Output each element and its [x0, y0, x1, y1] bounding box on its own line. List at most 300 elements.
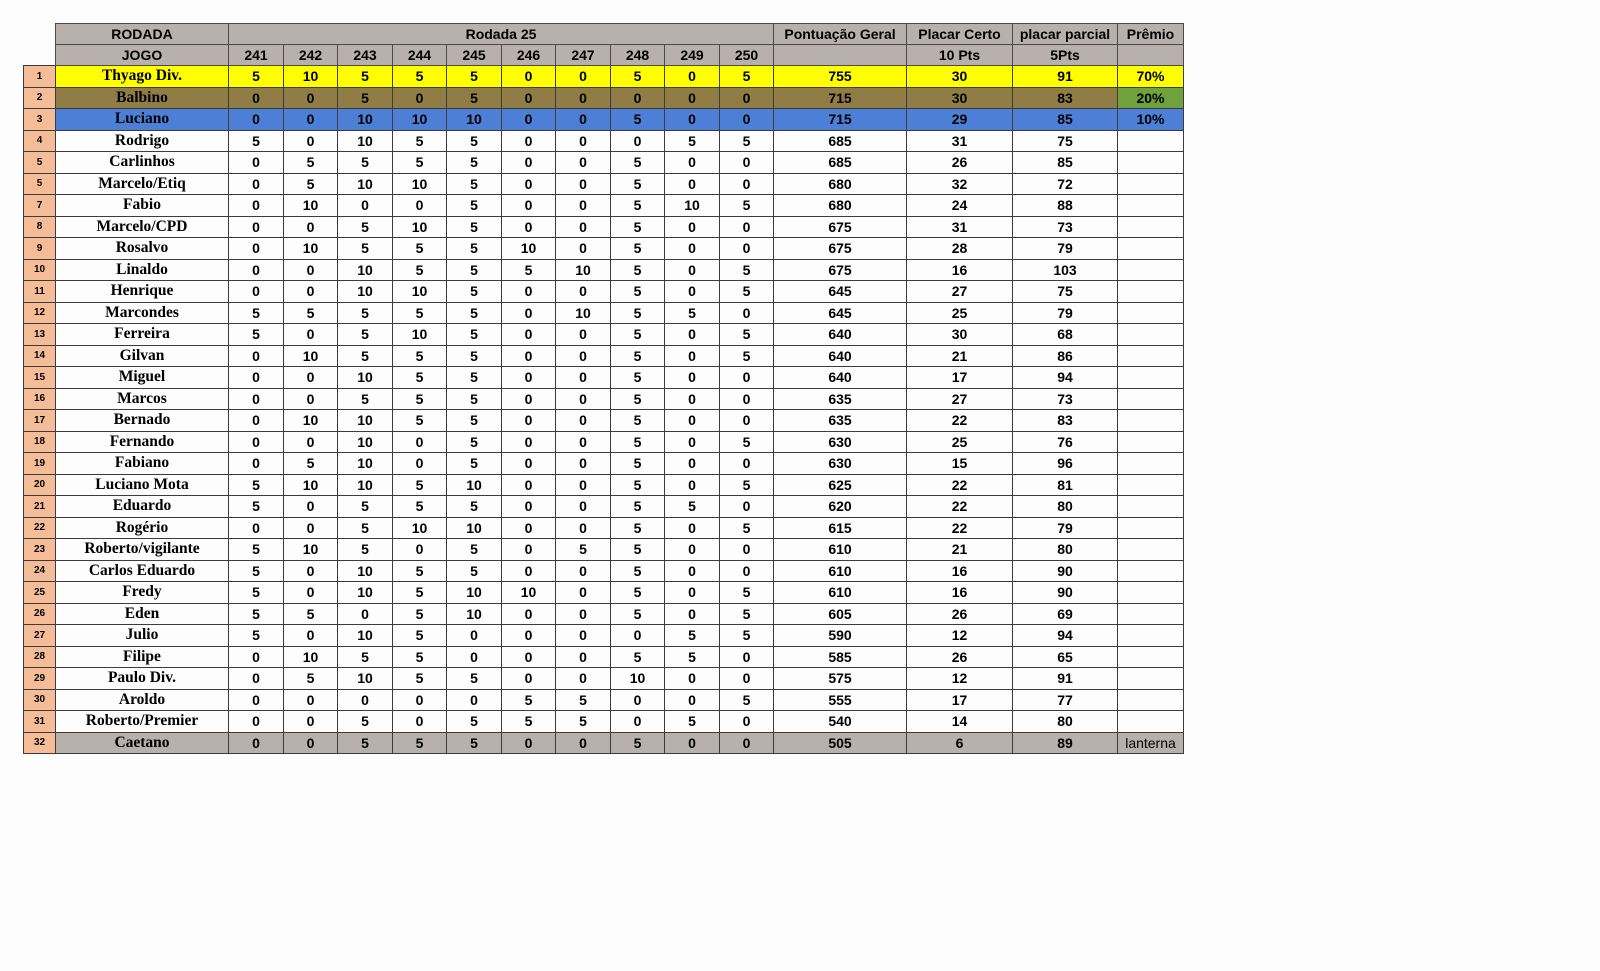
placar-certo-cell: 27: [907, 388, 1013, 410]
score-cell: 5: [393, 668, 447, 690]
placar-parcial-cell: 81: [1013, 474, 1118, 496]
premio-cell: [1118, 388, 1184, 410]
score-cell: 0: [556, 603, 611, 625]
score-cell: 10: [284, 539, 338, 561]
score-cell: 5: [611, 560, 665, 582]
premio-cell: [1118, 496, 1184, 518]
placar-certo-cell: 27: [907, 281, 1013, 303]
score-cell: 0: [229, 152, 284, 174]
score-cell: 5: [665, 130, 720, 152]
premio-cell: [1118, 689, 1184, 711]
premio-cell: [1118, 625, 1184, 647]
premio-cell: [1118, 195, 1184, 217]
score-cell: 5: [393, 367, 447, 389]
table-row: [24, 259, 1184, 281]
score-cell: 5: [447, 345, 502, 367]
score-cell: 10: [393, 281, 447, 303]
score-cell: 0: [502, 216, 556, 238]
score-cell: 5: [611, 453, 665, 475]
player-name: Fabio: [56, 195, 229, 217]
score-cell: 0: [665, 324, 720, 346]
score-cell: 0: [284, 324, 338, 346]
player-name: Eduardo: [56, 496, 229, 518]
score-cell: 0: [720, 410, 774, 432]
placar-certo-cell: 16: [907, 560, 1013, 582]
total-points: 640: [774, 324, 907, 346]
score-cell: 5: [611, 582, 665, 604]
score-cell: 5: [447, 216, 502, 238]
score-cell: 0: [502, 496, 556, 518]
player-name: Caetano: [56, 732, 229, 754]
score-cell: 0: [611, 87, 665, 109]
rank-cell: 4: [24, 130, 56, 152]
placar-parcial-cell: 94: [1013, 625, 1118, 647]
score-cell: 0: [502, 345, 556, 367]
score-cell: 0: [556, 453, 611, 475]
rank-cell: 31: [24, 711, 56, 733]
table-row: [24, 152, 1184, 174]
score-cell: 5: [611, 496, 665, 518]
score-cell: 5: [611, 259, 665, 281]
score-cell: 0: [502, 668, 556, 690]
score-cell: 0: [665, 453, 720, 475]
score-cell: 10: [393, 216, 447, 238]
score-cell: 5: [229, 603, 284, 625]
score-cell: 5: [611, 109, 665, 131]
table-row: [24, 324, 1184, 346]
score-cell: 0: [556, 560, 611, 582]
score-cell: 5: [447, 431, 502, 453]
premio-cell: 10%: [1118, 109, 1184, 131]
game-header: 242: [284, 45, 338, 66]
score-cell: 5: [393, 603, 447, 625]
score-cell: 0: [284, 87, 338, 109]
player-name: Thyago Div.: [56, 66, 229, 88]
score-cell: 10: [393, 517, 447, 539]
rank-cell: 3: [24, 109, 56, 131]
score-cell: 10: [284, 195, 338, 217]
score-cell: 5: [447, 668, 502, 690]
rank-cell: 25: [24, 582, 56, 604]
total-points: 620: [774, 496, 907, 518]
score-cell: 5: [229, 302, 284, 324]
player-name: Rogério: [56, 517, 229, 539]
rank-cell: 13: [24, 324, 56, 346]
score-cell: 0: [665, 539, 720, 561]
table-row: [24, 689, 1184, 711]
score-cell: 5: [338, 496, 393, 518]
table-row: [24, 302, 1184, 324]
score-cell: 5: [720, 689, 774, 711]
score-cell: 0: [556, 496, 611, 518]
score-cell: 5: [393, 238, 447, 260]
premio-cell: [1118, 324, 1184, 346]
score-cell: 0: [284, 259, 338, 281]
placar-parcial-cell: 80: [1013, 496, 1118, 518]
score-cell: 0: [720, 302, 774, 324]
score-cell: 5: [720, 281, 774, 303]
score-cell: 0: [665, 87, 720, 109]
score-cell: 5: [720, 324, 774, 346]
placar-parcial-cell: 90: [1013, 560, 1118, 582]
score-cell: 0: [502, 732, 556, 754]
placar-certo-cell: 30: [907, 87, 1013, 109]
score-cell: 5: [611, 238, 665, 260]
table-row: [24, 625, 1184, 647]
game-header: 241: [229, 45, 284, 66]
score-cell: 0: [611, 625, 665, 647]
player-name: Henrique: [56, 281, 229, 303]
score-cell: 5: [502, 711, 556, 733]
placar-certo-cell: 31: [907, 130, 1013, 152]
score-cell: 0: [665, 388, 720, 410]
score-cell: 0: [229, 216, 284, 238]
score-cell: 0: [338, 195, 393, 217]
player-name: Luciano Mota: [56, 474, 229, 496]
table-row: [24, 173, 1184, 195]
score-cell: 5: [229, 539, 284, 561]
premio-cell: [1118, 453, 1184, 475]
score-cell: 5: [338, 87, 393, 109]
score-cell: 5: [720, 130, 774, 152]
score-cell: 5: [338, 646, 393, 668]
score-cell: 0: [284, 367, 338, 389]
score-cell: 0: [502, 281, 556, 303]
score-cell: 5: [447, 259, 502, 281]
score-cell: 5: [229, 496, 284, 518]
score-cell: 10: [556, 302, 611, 324]
score-cell: 5: [447, 173, 502, 195]
total-points: 755: [774, 66, 907, 88]
score-cell: 0: [502, 173, 556, 195]
rank-cell: 18: [24, 431, 56, 453]
score-cell: 5: [393, 410, 447, 432]
player-name: Marcos: [56, 388, 229, 410]
premio-cell: lanterna: [1118, 732, 1184, 754]
score-cell: 5: [447, 539, 502, 561]
placar-parcial-cell: 80: [1013, 539, 1118, 561]
score-cell: 0: [229, 517, 284, 539]
placar-parcial-cell: 91: [1013, 66, 1118, 88]
score-cell: 10: [338, 625, 393, 647]
score-cell: 5: [447, 238, 502, 260]
score-cell: 0: [556, 216, 611, 238]
premio-cell: [1118, 259, 1184, 281]
total-points: 645: [774, 281, 907, 303]
player-name: Ferreira: [56, 324, 229, 346]
table-row: [24, 367, 1184, 389]
player-name: Marcelo/Etiq: [56, 173, 229, 195]
score-cell: 5: [611, 646, 665, 668]
score-cell: 0: [720, 668, 774, 690]
score-cell: 0: [665, 603, 720, 625]
score-cell: 0: [502, 539, 556, 561]
rank-cell: 27: [24, 625, 56, 647]
total-points: 680: [774, 195, 907, 217]
score-cell: 0: [393, 87, 447, 109]
player-name: Fredy: [56, 582, 229, 604]
score-cell: 0: [556, 388, 611, 410]
total-points: 615: [774, 517, 907, 539]
score-cell: 5: [229, 130, 284, 152]
total-points: 640: [774, 345, 907, 367]
header-blank-cell: [24, 45, 56, 66]
total-points: 715: [774, 109, 907, 131]
rank-cell: 30: [24, 689, 56, 711]
placar-parcial-header: placar parcial: [1013, 24, 1118, 45]
score-cell: 0: [720, 732, 774, 754]
score-cell: 0: [502, 560, 556, 582]
rank-cell: 26: [24, 603, 56, 625]
premio-cell: [1118, 367, 1184, 389]
score-cell: 0: [665, 431, 720, 453]
score-cell: 0: [556, 195, 611, 217]
placar-certo-header: Placar Certo: [907, 24, 1013, 45]
score-cell: 0: [720, 539, 774, 561]
score-cell: 0: [393, 539, 447, 561]
score-cell: 5: [447, 281, 502, 303]
score-cell: 0: [665, 66, 720, 88]
player-name: Luciano: [56, 109, 229, 131]
score-cell: 5: [611, 388, 665, 410]
score-cell: 10: [611, 668, 665, 690]
total-points: 610: [774, 560, 907, 582]
placar-parcial-cell: 85: [1013, 109, 1118, 131]
score-cell: 10: [447, 474, 502, 496]
score-cell: 10: [338, 109, 393, 131]
score-cell: 0: [556, 238, 611, 260]
score-cell: 0: [502, 517, 556, 539]
placar-certo-cell: 26: [907, 646, 1013, 668]
table-row: [24, 474, 1184, 496]
premio-cell: [1118, 711, 1184, 733]
score-cell: 0: [393, 431, 447, 453]
score-cell: 5: [611, 152, 665, 174]
rank-cell: 29: [24, 668, 56, 690]
score-cell: 10: [393, 109, 447, 131]
score-cell: 0: [665, 410, 720, 432]
placar-parcial-cell: 65: [1013, 646, 1118, 668]
score-cell: 0: [556, 130, 611, 152]
score-cell: 5: [393, 625, 447, 647]
score-cell: 0: [665, 152, 720, 174]
premio-cell: [1118, 281, 1184, 303]
premio-cell: [1118, 238, 1184, 260]
player-name: Fabiano: [56, 453, 229, 475]
player-name: Rosalvo: [56, 238, 229, 260]
premio-cell: [1118, 431, 1184, 453]
placar-certo-cell: 24: [907, 195, 1013, 217]
score-cell: 0: [284, 625, 338, 647]
score-cell: 0: [720, 87, 774, 109]
game-header: 243: [338, 45, 393, 66]
player-name: Gilvan: [56, 345, 229, 367]
score-cell: 0: [447, 646, 502, 668]
premio-cell: [1118, 582, 1184, 604]
pontuacao-header: Pontuação Geral: [774, 24, 907, 45]
score-cell: 0: [611, 711, 665, 733]
score-cell: 0: [502, 453, 556, 475]
score-cell: 0: [338, 689, 393, 711]
score-cell: 10: [338, 173, 393, 195]
player-name: Roberto/Premier: [56, 711, 229, 733]
score-cell: 0: [556, 646, 611, 668]
score-cell: 5: [665, 302, 720, 324]
total-points: 635: [774, 410, 907, 432]
score-cell: 0: [556, 345, 611, 367]
table-row: [24, 646, 1184, 668]
score-cell: 5: [338, 388, 393, 410]
score-cell: 0: [502, 625, 556, 647]
total-points: 505: [774, 732, 907, 754]
table-row: [24, 496, 1184, 518]
score-cell: 0: [229, 367, 284, 389]
placar-certo-cell: 26: [907, 152, 1013, 174]
score-cell: 0: [556, 173, 611, 195]
placar-certo-pts: 10 Pts: [907, 45, 1013, 66]
score-cell: 0: [502, 302, 556, 324]
table-row: [24, 603, 1184, 625]
player-name: Linaldo: [56, 259, 229, 281]
table-row: [24, 732, 1184, 754]
score-cell: 0: [447, 625, 502, 647]
score-cell: 5: [556, 539, 611, 561]
score-cell: 0: [393, 195, 447, 217]
placar-certo-cell: 29: [907, 109, 1013, 131]
rank-cell: 1: [24, 66, 56, 88]
table-row: [24, 711, 1184, 733]
table-row: [24, 431, 1184, 453]
score-cell: 10: [447, 517, 502, 539]
score-cell: 10: [338, 668, 393, 690]
placar-parcial-cell: 72: [1013, 173, 1118, 195]
score-cell: 0: [502, 388, 556, 410]
score-cell: 0: [665, 216, 720, 238]
score-cell: 5: [447, 732, 502, 754]
placar-parcial-cell: 83: [1013, 87, 1118, 109]
score-cell: 5: [393, 345, 447, 367]
placar-parcial-cell: 77: [1013, 689, 1118, 711]
placar-parcial-cell: 89: [1013, 732, 1118, 754]
player-name: Balbino: [56, 87, 229, 109]
score-cell: 0: [338, 603, 393, 625]
score-cell: 10: [447, 603, 502, 625]
score-cell: 0: [720, 711, 774, 733]
score-cell: 0: [665, 517, 720, 539]
player-name: Aroldo: [56, 689, 229, 711]
score-cell: 0: [284, 689, 338, 711]
total-points: 680: [774, 173, 907, 195]
player-name: Rodrigo: [56, 130, 229, 152]
table-row: [24, 66, 1184, 88]
total-points: 540: [774, 711, 907, 733]
score-cell: 0: [720, 453, 774, 475]
player-name: Marcondes: [56, 302, 229, 324]
premio-cell: [1118, 474, 1184, 496]
player-name: Paulo Div.: [56, 668, 229, 690]
placar-parcial-pts: 5Pts: [1013, 45, 1118, 66]
score-cell: 5: [229, 625, 284, 647]
score-cell: 5: [393, 474, 447, 496]
rank-cell: 17: [24, 410, 56, 432]
score-cell: 5: [611, 517, 665, 539]
placar-parcial-cell: 79: [1013, 302, 1118, 324]
score-cell: 5: [338, 324, 393, 346]
score-cell: 5: [447, 302, 502, 324]
placar-certo-cell: 17: [907, 689, 1013, 711]
rank-cell: 19: [24, 453, 56, 475]
score-cell: 5: [611, 474, 665, 496]
placar-certo-cell: 30: [907, 66, 1013, 88]
score-cell: 5: [720, 474, 774, 496]
premio-cell: [1118, 302, 1184, 324]
placar-parcial-cell: 94: [1013, 367, 1118, 389]
score-cell: 5: [611, 345, 665, 367]
score-cell: 0: [556, 87, 611, 109]
player-name: Julio: [56, 625, 229, 647]
score-cell: 0: [556, 431, 611, 453]
placar-certo-cell: 31: [907, 216, 1013, 238]
score-cell: 5: [502, 689, 556, 711]
score-cell: 0: [502, 474, 556, 496]
placar-parcial-cell: 90: [1013, 582, 1118, 604]
rank-cell: 11: [24, 281, 56, 303]
score-cell: 0: [665, 367, 720, 389]
score-cell: 5: [611, 173, 665, 195]
score-cell: 0: [556, 152, 611, 174]
total-points: 630: [774, 431, 907, 453]
table-row: [24, 216, 1184, 238]
total-points: 675: [774, 216, 907, 238]
placar-certo-cell: 22: [907, 496, 1013, 518]
rank-cell: 14: [24, 345, 56, 367]
rank-cell: 32: [24, 732, 56, 754]
total-points: 715: [774, 87, 907, 109]
placar-certo-cell: 12: [907, 625, 1013, 647]
table-row: [24, 668, 1184, 690]
score-cell: 10: [502, 582, 556, 604]
score-cell: 10: [338, 130, 393, 152]
score-cell: 0: [502, 410, 556, 432]
table-row: [24, 410, 1184, 432]
score-cell: 10: [284, 238, 338, 260]
score-cell: 5: [393, 152, 447, 174]
placar-certo-cell: 22: [907, 410, 1013, 432]
score-cell: 5: [665, 646, 720, 668]
score-cell: 10: [447, 582, 502, 604]
table-row: [24, 582, 1184, 604]
rank-cell: 15: [24, 367, 56, 389]
score-cell: 0: [284, 281, 338, 303]
score-cell: 0: [284, 431, 338, 453]
score-cell: 5: [338, 345, 393, 367]
score-cell: 10: [338, 431, 393, 453]
score-cell: 0: [665, 345, 720, 367]
score-cell: 0: [502, 195, 556, 217]
score-cell: 5: [447, 66, 502, 88]
score-cell: 0: [556, 109, 611, 131]
total-points: 685: [774, 130, 907, 152]
premio-subheader: [1118, 45, 1184, 66]
score-cell: 0: [502, 66, 556, 88]
score-cell: 0: [556, 367, 611, 389]
score-cell: 5: [338, 152, 393, 174]
score-cell: 5: [229, 66, 284, 88]
score-cell: 0: [556, 625, 611, 647]
score-cell: 0: [284, 388, 338, 410]
score-cell: 5: [447, 560, 502, 582]
score-cell: 5: [393, 388, 447, 410]
